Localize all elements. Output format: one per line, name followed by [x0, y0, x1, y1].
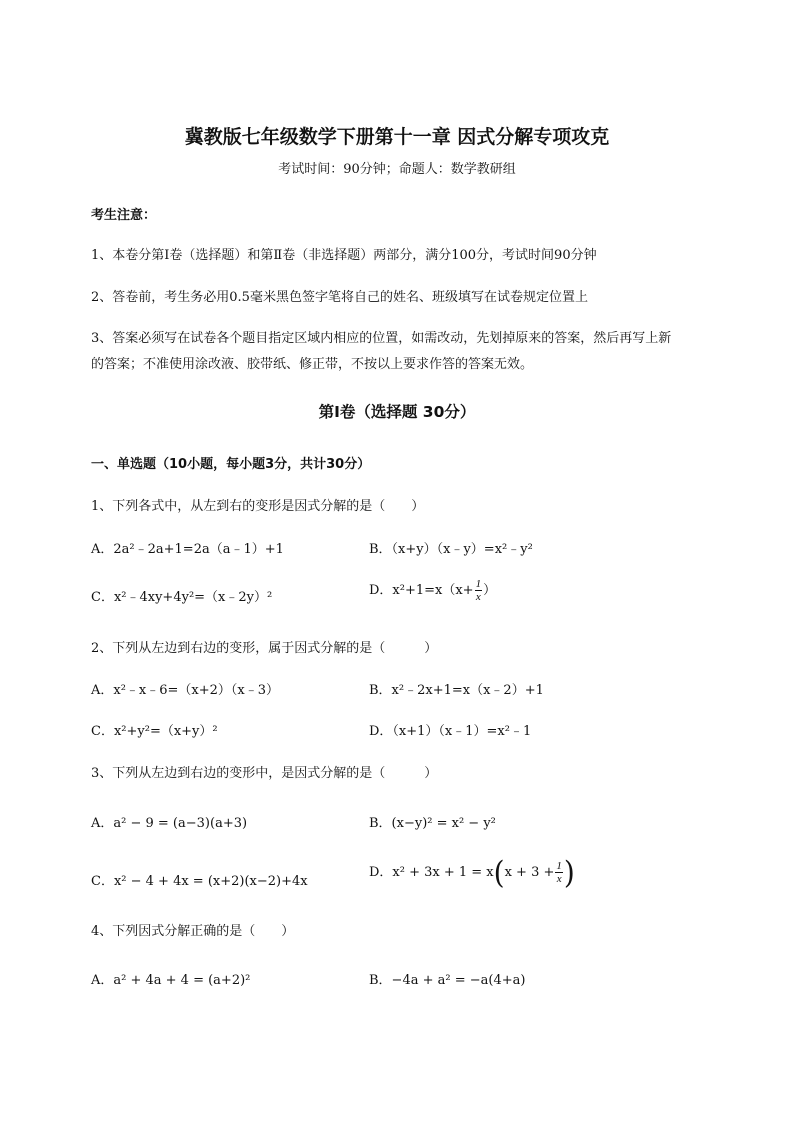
question-2-option-d[interactable]: D．（x+1）（x﹣1）=x²﹣1 — [369, 724, 532, 739]
question-3-option-b[interactable]: B．(x−y)² = x² − y² — [369, 816, 496, 831]
question-2-option-a[interactable]: A．x²﹣x﹣6=（x+2）（x﹣3） — [91, 683, 280, 698]
fraction-numerator: 1 — [475, 578, 482, 590]
fraction-one-over-x — [555, 860, 563, 885]
option-d-inner: x + 3 + — [504, 865, 555, 880]
option-d-suffix: ） — [483, 583, 497, 598]
page-title: 冀教版七年级数学下册第十一章 因式分解专项攻克 — [184, 126, 610, 148]
question-4-stem: 4、下列因式分解正确的是（ ） — [91, 924, 295, 939]
question-3-stem: 3、下列从左边到右边的变形中，是因式分解的是（ ） — [91, 766, 438, 781]
notice-heading: 考生注意： — [91, 208, 157, 223]
right-paren: ) — [563, 853, 575, 891]
notice-item-3: 3、答案必须写在试卷各个题目指定区域内相应的位置，如需改动，先划掉原来的答案，然后再写上新 — [91, 331, 672, 346]
question-3-option-c[interactable]: C．x² − 4 + 4x = (x+2)(x−2)+4x — [91, 874, 308, 889]
part-heading: 一、单选题（10小题，每小题3分，共计30分） — [91, 457, 371, 472]
question-1-stem: 1、下列各式中，从左到右的变形是因式分解的是（ ） — [91, 499, 425, 514]
question-1-option-d[interactable] — [369, 578, 496, 603]
question-4-option-b[interactable]: B．−4a + a² = −a(4+a) — [369, 973, 526, 988]
question-4-option-a[interactable]: A．a² + 4a + 4 = (a+2)² — [91, 973, 251, 988]
notice-item-2: 2、答卷前，考生务必用0.5毫米黑色签字笔将自己的姓名、班级填写在试卷规定位置上 — [91, 290, 588, 305]
fraction-numerator: 1 — [556, 860, 562, 872]
question-2-option-b[interactable]: B．x²﹣2x+1=x（x﹣2）+1 — [369, 683, 544, 698]
question-1-option-a[interactable]: A．2a²﹣2a+1=2a（a﹣1）+1 — [91, 542, 284, 557]
question-1-option-b[interactable]: B．（x+y）（x﹣y）=x²﹣y² — [369, 542, 533, 557]
question-3-option-d[interactable] — [369, 853, 575, 891]
question-3-option-a[interactable]: A．a² − 9 = (a−3)(a+3) — [91, 816, 248, 831]
notice-item-3-cont: 的答案；不准使用涂改液、胶带纸、修正带，不按以上要求作答的答案无效。 — [91, 357, 534, 372]
notice-item-1: 1、本卷分第I卷（选择题）和第Ⅱ卷（非选择题）两部分，满分100分，考试时间90分钟 — [91, 248, 597, 263]
fraction-one-over-x — [475, 578, 483, 603]
option-d-prefix: D．x² + 3x + 1 = x — [369, 865, 494, 880]
question-2-option-c[interactable]: C．x²+y²=（x+y）² — [91, 724, 218, 739]
section-title: 第I卷（选择题 30分） — [318, 403, 476, 421]
exam-info: 考试时间：90分钟；命题人：数学教研组 — [278, 162, 516, 177]
option-d-prefix: D．x²+1=x（x+ — [369, 583, 474, 598]
question-2-stem: 2、下列从左边到右边的变形，属于因式分解的是（ ） — [91, 641, 438, 656]
left-paren: ( — [493, 853, 505, 891]
fraction-denominator: x — [475, 591, 481, 603]
fraction-denominator: x — [556, 873, 562, 885]
question-1-option-c[interactable]: C．x²﹣4xy+4y²=（x﹣2y）² — [91, 590, 273, 605]
